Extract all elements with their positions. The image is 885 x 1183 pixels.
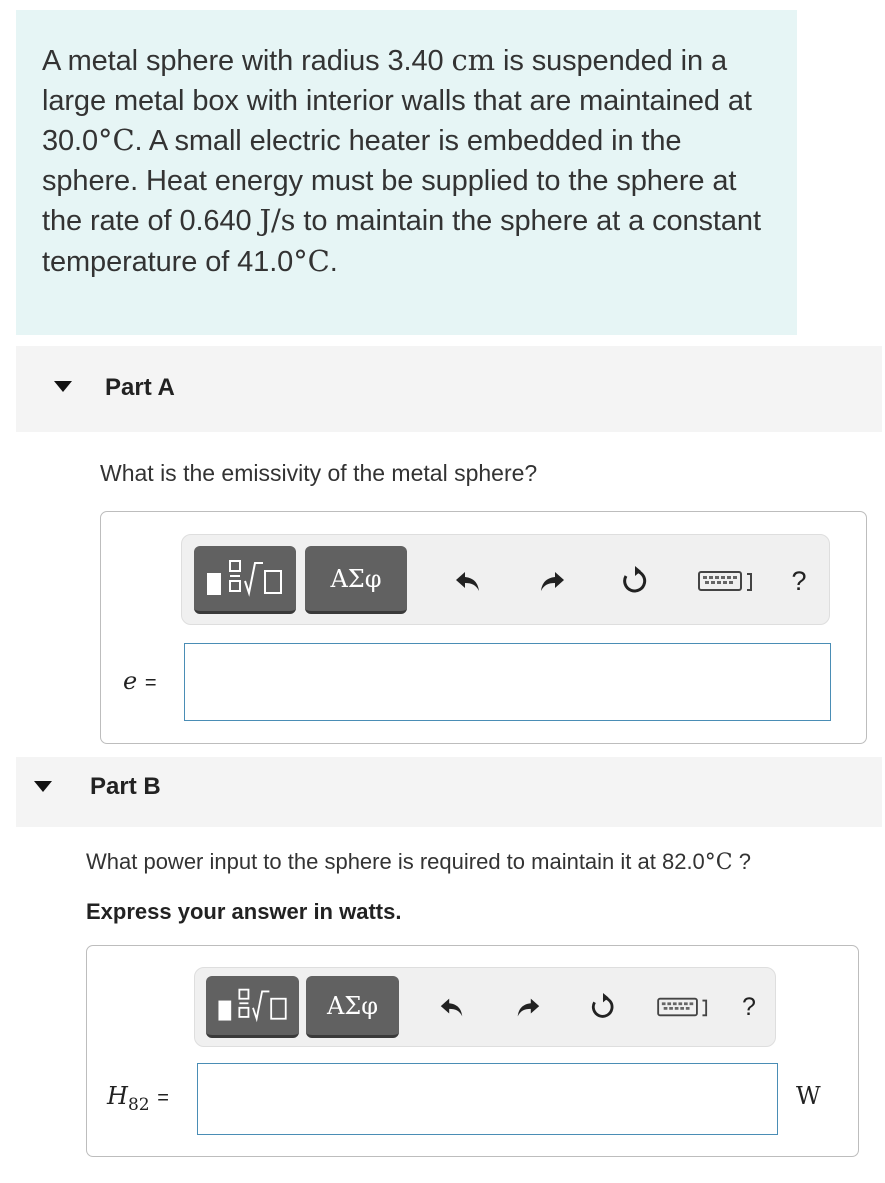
reset-icon: [588, 992, 618, 1022]
keyboard-icon: [656, 995, 712, 1019]
part-b-title: Part B: [90, 773, 161, 800]
problem-statement: [16, 10, 797, 335]
part-b-unit-label: W: [796, 1082, 821, 1110]
math-toolbar: [194, 967, 776, 1047]
help-icon: ?: [791, 565, 807, 596]
greek-symbols-icon: ΑΣφ: [326, 991, 379, 1020]
reset-icon: [619, 565, 651, 597]
caret-down-icon: [34, 781, 52, 792]
keyboard-button[interactable]: [655, 993, 713, 1021]
reset-button[interactable]: [616, 562, 654, 600]
templates-icon: [214, 986, 292, 1026]
templates-button[interactable]: [194, 546, 296, 614]
caret-down-icon: [54, 381, 72, 392]
part-b-answer-input[interactable]: [197, 1063, 778, 1135]
part-b-instruction: Express your answer in watts.: [86, 899, 402, 924]
keyboard-button[interactable]: [696, 566, 758, 596]
redo-button[interactable]: [534, 563, 570, 599]
part-a-question: What is the emissivity of the metal sphere?: [100, 460, 538, 486]
part-a-title: Part A: [105, 374, 175, 401]
keyboard-icon: [697, 568, 757, 594]
undo-icon: [453, 566, 483, 596]
greek-symbols-button[interactable]: [305, 546, 407, 614]
part-a-answer-box: [100, 511, 867, 744]
templates-icon: [203, 557, 287, 601]
help-button[interactable]: [735, 990, 763, 1024]
part-b-answer-box: [86, 945, 859, 1157]
math-toolbar: [181, 534, 830, 625]
help-icon: ?: [742, 992, 756, 1021]
reset-button[interactable]: [585, 989, 621, 1025]
greek-symbols-icon: ΑΣφ: [330, 564, 382, 593]
redo-icon: [514, 993, 542, 1021]
help-button[interactable]: [784, 563, 814, 599]
redo-button[interactable]: [511, 990, 545, 1024]
part-b-header[interactable]: [16, 757, 882, 827]
problem-text: A metal sphere with radius 3.40 cm is suspended in a large metal box with interior walls that are maintained at 30.0°C. A small electric heater is embedded in the sphere. Heat energy must be supplied to the sphere at the rate of 0.640 J/s to maintain the sphere at a constant temperature of 41.0°C.: [42, 43, 761, 278]
part-a-header[interactable]: [16, 346, 882, 432]
part-a-variable-label: e =: [123, 667, 157, 695]
templates-button[interactable]: [206, 976, 299, 1038]
part-b-variable-label: $H_{82}$ =: [107, 1082, 169, 1115]
redo-icon: [537, 566, 567, 596]
undo-icon: [438, 993, 466, 1021]
part-a-answer-input[interactable]: [184, 643, 831, 721]
undo-button[interactable]: [450, 563, 486, 599]
undo-button[interactable]: [435, 990, 469, 1024]
greek-symbols-button[interactable]: [306, 976, 399, 1038]
part-b-question: What power input to the sphere is required to maintain it at 82.0°C ?: [86, 849, 751, 875]
